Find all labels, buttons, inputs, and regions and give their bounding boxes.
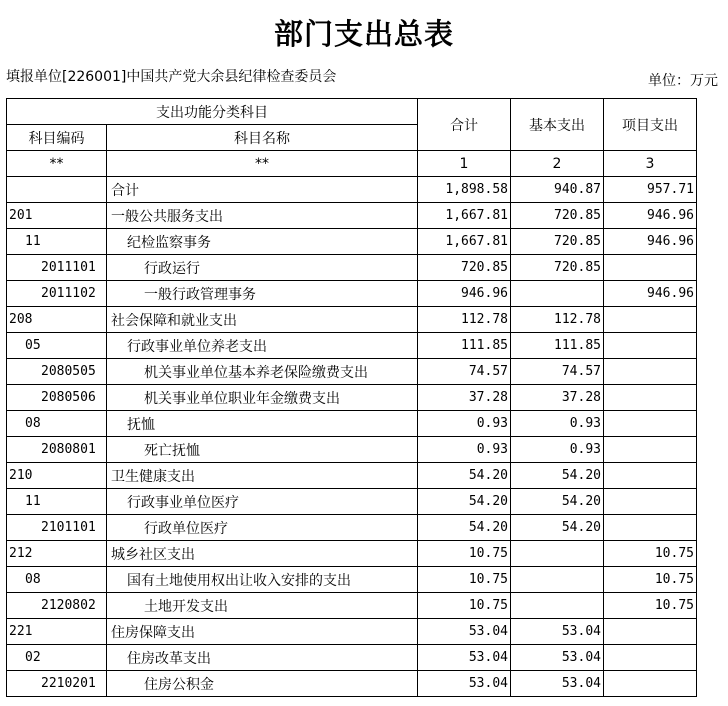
row-basic: 0.93 (511, 437, 604, 463)
row-code: 201 (7, 203, 107, 229)
row-code: 2101101 (7, 515, 107, 541)
row-project (604, 307, 697, 333)
row-basic: 720.85 (511, 255, 604, 281)
row-total: 111.85 (418, 333, 511, 359)
row-project (604, 437, 697, 463)
header-name: 科目名称 (107, 125, 418, 151)
row-basic (511, 281, 604, 307)
row-basic: 74.57 (511, 359, 604, 385)
table-row (7, 307, 697, 333)
row-basic: 53.04 (511, 645, 604, 671)
table-row (7, 281, 697, 307)
expenditure-table (6, 98, 697, 697)
filler-unit-label: 填报单位[226001]中国共产党大余县纪律检查委员会 (6, 69, 337, 85)
row-total: 54.20 (418, 463, 511, 489)
row-name: 卫生健康支出 (107, 463, 418, 489)
row-code: 08 (7, 411, 107, 437)
table-row (7, 333, 697, 359)
row-total: 946.96 (418, 281, 511, 307)
row-project: 946.96 (604, 229, 697, 255)
row-total: 53.04 (418, 619, 511, 645)
row-basic: 0.93 (511, 411, 604, 437)
row-name: 社会保障和就业支出 (107, 307, 418, 333)
table-row (7, 177, 697, 203)
row-total: 720.85 (418, 255, 511, 281)
page-title: 部门支出总表 (273, 17, 454, 51)
row-name: 行政单位医疗 (107, 515, 418, 541)
header-col-1: 1 (418, 151, 511, 177)
row-code: 11 (7, 229, 107, 255)
table-row (7, 385, 697, 411)
table-row (7, 645, 697, 671)
row-code: 212 (7, 541, 107, 567)
currency-unit-label: 单位：万元 (648, 73, 718, 89)
row-total: 53.04 (418, 671, 511, 697)
row-basic: 54.20 (511, 515, 604, 541)
row-project (604, 255, 697, 281)
row-basic: 112.78 (511, 307, 604, 333)
table-row (7, 463, 697, 489)
table-body (7, 177, 697, 697)
table-row (7, 203, 697, 229)
row-basic (511, 541, 604, 567)
row-code: 2011102 (7, 281, 107, 307)
row-project (604, 333, 697, 359)
row-name: 合计 (107, 177, 418, 203)
table-row (7, 359, 697, 385)
row-name: 行政运行 (107, 255, 418, 281)
row-code: 02 (7, 645, 107, 671)
row-project: 10.75 (604, 593, 697, 619)
row-total: 74.57 (418, 359, 511, 385)
row-total: 0.93 (418, 437, 511, 463)
row-code: 05 (7, 333, 107, 359)
row-total: 10.75 (418, 541, 511, 567)
row-basic: 54.20 (511, 489, 604, 515)
row-basic: 53.04 (511, 619, 604, 645)
row-total: 112.78 (418, 307, 511, 333)
row-total: 37.28 (418, 385, 511, 411)
row-project (604, 489, 697, 515)
row-project (604, 619, 697, 645)
row-basic (511, 593, 604, 619)
table-row (7, 619, 697, 645)
row-name: 一般行政管理事务 (107, 281, 418, 307)
row-name: 住房保障支出 (107, 619, 418, 645)
table-row (7, 229, 697, 255)
row-total: 10.75 (418, 593, 511, 619)
row-basic (511, 567, 604, 593)
row-basic: 111.85 (511, 333, 604, 359)
row-code: 08 (7, 567, 107, 593)
row-code: 2120802 (7, 593, 107, 619)
row-code: 2080506 (7, 385, 107, 411)
row-name: 死亡抚恤 (107, 437, 418, 463)
row-total: 1,667.81 (418, 229, 511, 255)
row-project: 957.71 (604, 177, 697, 203)
table-row (7, 593, 697, 619)
row-code: 210 (7, 463, 107, 489)
row-code: 11 (7, 489, 107, 515)
row-total: 53.04 (418, 645, 511, 671)
row-project (604, 515, 697, 541)
header-project: 项目支出 (604, 99, 697, 151)
header-code-marker: ** (7, 151, 107, 177)
row-project: 946.96 (604, 281, 697, 307)
row-name: 国有土地使用权出让收入安排的支出 (107, 567, 418, 593)
row-code: 2210201 (7, 671, 107, 697)
row-name: 住房改革支出 (107, 645, 418, 671)
row-total: 54.20 (418, 489, 511, 515)
header-total: 合计 (418, 99, 511, 151)
row-code: 221 (7, 619, 107, 645)
row-project (604, 463, 697, 489)
row-code: 2080505 (7, 359, 107, 385)
table-row (7, 411, 697, 437)
table-row (7, 567, 697, 593)
row-basic: 720.85 (511, 203, 604, 229)
row-project (604, 645, 697, 671)
row-total: 1,667.81 (418, 203, 511, 229)
row-name: 行政事业单位医疗 (107, 489, 418, 515)
table-row (7, 437, 697, 463)
table-row (7, 489, 697, 515)
header-name-marker: ** (107, 151, 418, 177)
row-project (604, 359, 697, 385)
header-col-3: 3 (604, 151, 697, 177)
row-name: 纪检监察事务 (107, 229, 418, 255)
row-basic: 37.28 (511, 385, 604, 411)
table-row (7, 515, 697, 541)
row-name: 城乡社区支出 (107, 541, 418, 567)
row-basic: 940.87 (511, 177, 604, 203)
row-basic: 53.04 (511, 671, 604, 697)
row-project: 10.75 (604, 567, 697, 593)
header-basic: 基本支出 (511, 99, 604, 151)
header-col-2: 2 (511, 151, 604, 177)
row-total: 54.20 (418, 515, 511, 541)
row-basic: 720.85 (511, 229, 604, 255)
row-name: 机关事业单位职业年金缴费支出 (107, 385, 418, 411)
row-code: 2011101 (7, 255, 107, 281)
row-name: 行政事业单位养老支出 (107, 333, 418, 359)
table-row (7, 255, 697, 281)
row-name: 机关事业单位基本养老保险缴费支出 (107, 359, 418, 385)
row-name: 一般公共服务支出 (107, 203, 418, 229)
row-code (7, 177, 107, 203)
row-total: 10.75 (418, 567, 511, 593)
row-name: 土地开发支出 (107, 593, 418, 619)
header-code: 科目编码 (7, 125, 107, 151)
row-project (604, 385, 697, 411)
row-project: 10.75 (604, 541, 697, 567)
row-project (604, 411, 697, 437)
table-row (7, 671, 697, 697)
header-group: 支出功能分类科目 (7, 99, 418, 125)
row-total: 1,898.58 (418, 177, 511, 203)
row-project: 946.96 (604, 203, 697, 229)
row-basic: 54.20 (511, 463, 604, 489)
table-row (7, 541, 697, 567)
row-name: 抚恤 (107, 411, 418, 437)
row-project (604, 671, 697, 697)
row-code: 2080801 (7, 437, 107, 463)
row-code: 208 (7, 307, 107, 333)
row-total: 0.93 (418, 411, 511, 437)
row-name: 住房公积金 (107, 671, 418, 697)
